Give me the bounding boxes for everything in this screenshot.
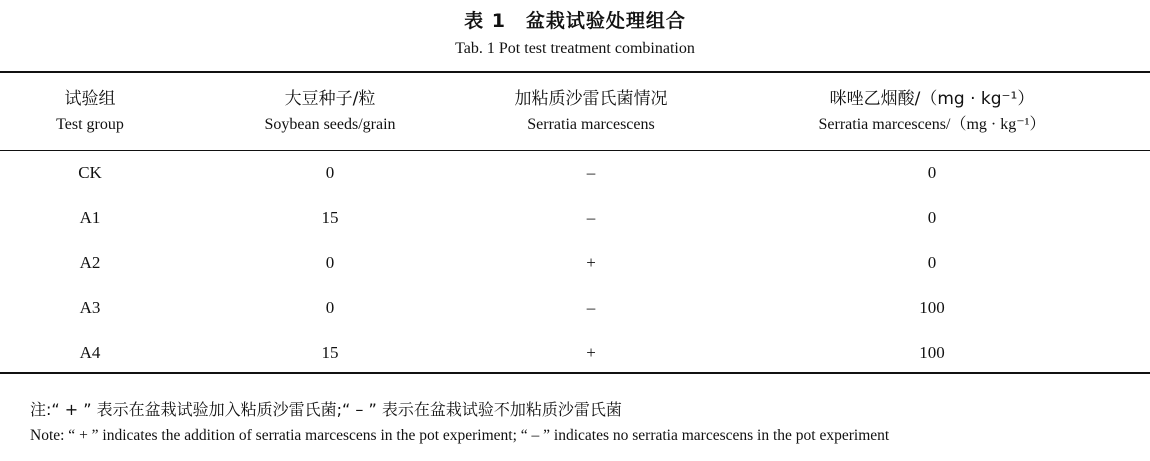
table-cell: A2: [79, 253, 101, 272]
table-cell: 0: [325, 298, 335, 317]
table-cell: 0: [325, 163, 335, 182]
header-label-en: Soybean seeds/grain: [264, 116, 396, 133]
table-title-en: Tab. 1 Pot test treatment combination: [455, 40, 695, 57]
table-cell: 0: [927, 253, 937, 272]
table-cell: 0: [927, 208, 937, 227]
header-label-zh: 大豆种子/粒: [284, 89, 376, 109]
table-cell: 100: [919, 343, 945, 362]
header-label-en: Serratia marcescens/（mg · kg⁻¹）: [818, 116, 1046, 133]
header-label-zh: 咪唑乙烟酸/（mg · kg⁻¹）: [829, 89, 1035, 109]
table-cell: +: [586, 343, 596, 362]
header-label-en: Test group: [56, 116, 124, 133]
header-test-group: [56, 86, 124, 138]
table-cell: –: [586, 298, 596, 317]
table-cell: 0: [325, 253, 335, 272]
table-cell: A4: [79, 343, 101, 362]
header-soybean-seeds: [264, 86, 395, 138]
table-note-zh: 注:“ + ” 表示在盆栽试验加入粘质沙雷氏菌;“ – ” 表示在盆栽试验不加粘质沙雷氏菌: [30, 400, 622, 419]
header-label-zh: 加粘质沙雷氏菌情况: [514, 89, 668, 109]
header-label-en: Serratia marcescens: [527, 116, 655, 133]
header-label-zh: 试验组: [64, 89, 116, 109]
table-title-zh: 表 1 盆栽试验处理组合: [464, 10, 686, 32]
table-cell: 100: [919, 298, 945, 317]
bottom-rule: [0, 372, 1150, 374]
header-serratia: [515, 86, 668, 138]
table-cell: A1: [79, 208, 101, 227]
table-note-en: Note: “ + ” indicates the addition of serratia marcescens in the pot experiment; “ – ” indicates no serratia marcescens in the pot experiment: [30, 427, 890, 444]
table-cell: –: [586, 163, 596, 182]
table-cell: –: [586, 208, 596, 227]
table-cell: A3: [79, 298, 101, 317]
table-cell: +: [586, 253, 596, 272]
table-cell: 15: [321, 208, 339, 227]
header-rule: [0, 150, 1150, 151]
header-imazethapyr: [819, 86, 1046, 138]
table-cell: CK: [78, 163, 102, 182]
table-cell: 0: [927, 163, 937, 182]
table-cell: 15: [321, 343, 339, 362]
top-rule: [0, 71, 1150, 73]
